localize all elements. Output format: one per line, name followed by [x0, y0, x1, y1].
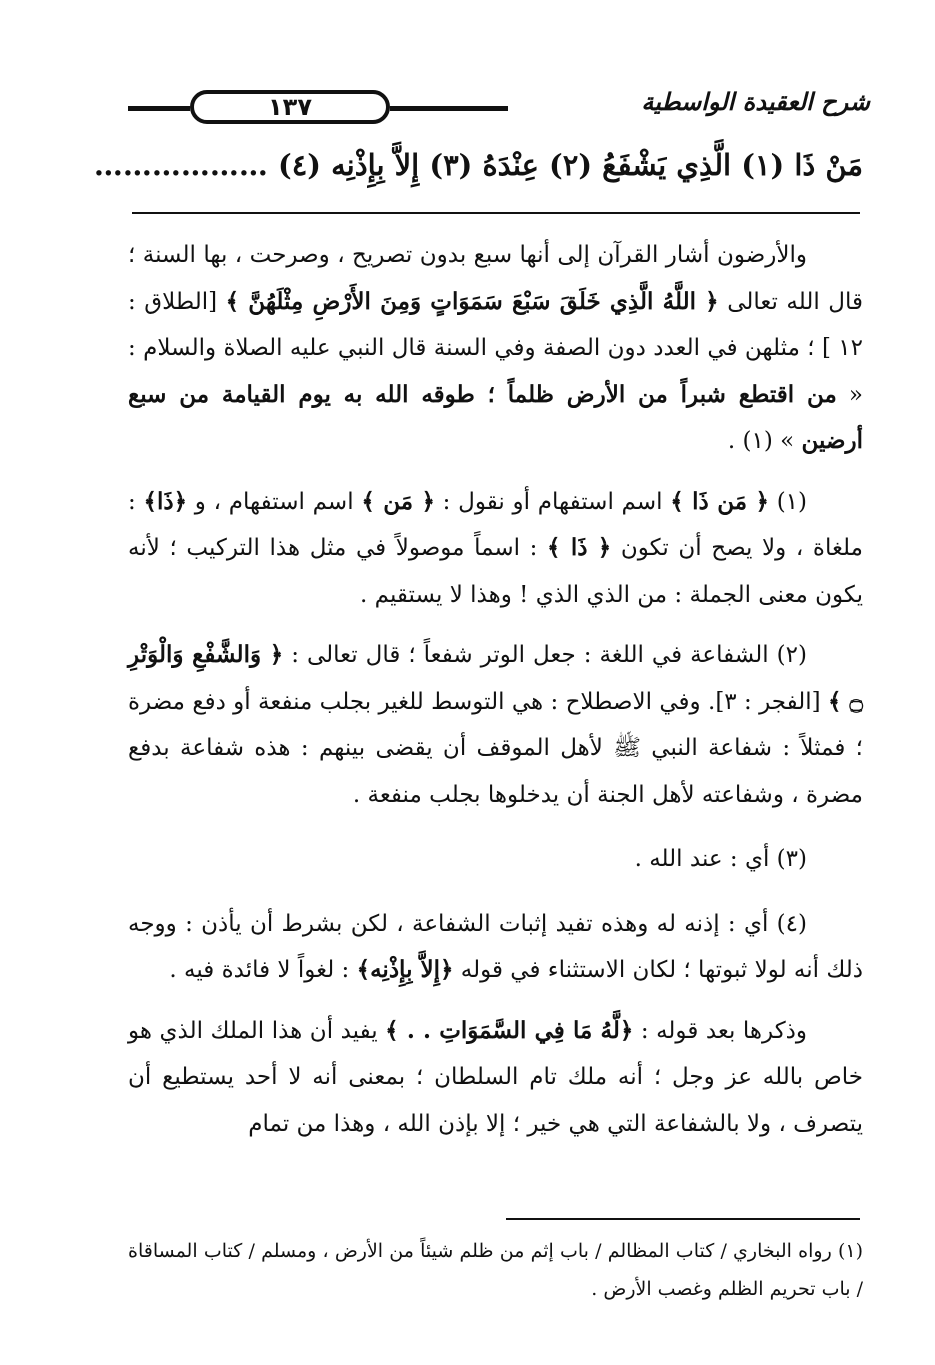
note-1-text-f: : اسماً موصولاً في مثل هذا التركيب ؛ لأنه يكون معنى الجملة : من الذي الذي ! وهذا لا يستقيم . — [128, 535, 863, 608]
p1-text-c: » (١) . — [727, 428, 802, 454]
p1-text-a: والأرضون أشار القرآن إلى أنها سبع بدون تصريح ، وصرحت ، بها السنة ؛ قال الله تعالى — [128, 242, 863, 315]
note-1-text-e: : ملغاة ، ولا يصح أن تكون — [128, 488, 863, 561]
note-2-text-a: (٢) الشفاعة في اللغة : جعل الوتر شفعاً ؛ قال تعالى : — [283, 642, 807, 668]
note-1-term-2: ﴿ مَن ﴾ — [361, 487, 435, 515]
verse-line: مَنْ ذَا (١) الَّذِي يَشْفَعُ (٢) عِنْدَهُ (٣) إِلاَّ بِإِذْنِه (٤) ……………… — [93, 148, 863, 182]
note-1-text-c: اسم استفهام أو نقول : — [434, 488, 671, 515]
note-1-number: (١) — [768, 488, 808, 515]
note-1 — [128, 479, 863, 619]
footnote-divider — [506, 1218, 860, 1220]
note-4-quran-verse: ﴿إِلاَّ بِإِذْنِه﴾ — [356, 956, 454, 983]
note-3: (٣) أي : عند الله . — [634, 846, 807, 872]
p5-text-b: يفيد أن هذا الملك الذي هو خاص بالله عز وجل ؛ أنه ملك تام السلطان ؛ بمعنى أنه لا أحد يستطيع أن يتصرف ، ولا بالشفاعة التي هي خير ؛ إلا بإذن الله ، وهذا من تمام — [128, 1017, 863, 1137]
note-4-text-a: (٤) أي : إذنه له وهذه تفيد إثبات الشفاعة ، لكن بشرط أن يأذن : ووجه ذلك أنه لولا ثبوتها ؛ لكان الاستثناء في قوله — [128, 910, 863, 983]
footnote-1: (١) رواه البخاري / كتاب المظالم / باب إثم من ظلم شيئاً من الأرض ، ومسلم / كتاب المساقاة / باب تحريم الظلم وغصب الأرض . — [128, 1240, 863, 1300]
running-header — [128, 86, 870, 130]
p1-hadith: من اقتطع شبراً من الأرض ظلماً ؛ طوقه الله به يوم القيامة من سبع أرضين — [128, 380, 863, 454]
page-number: ١٣٧ — [190, 90, 390, 124]
footnotes — [128, 1232, 863, 1308]
note-2-text-b: [الفجر : ٣]. وفي الاصطلاح : هي التوسط للغير بجلب منفعة أو دفع مضرة ؛ فمثلاً : شفاعة النبي ﷺ لأهل الموقف أن يقضى بينهم : هذه شفاعة بدفع مضرة ، وشفاعته لأهل الجنة أن يدخلوها بجلب منفعة . — [128, 688, 863, 808]
note-4-text-b: : لغواً لا فائدة فيه . — [169, 957, 357, 983]
note-1-term-3: ﴿ذَا﴾ — [143, 487, 188, 515]
verse-divider — [132, 212, 860, 214]
running-title: شرح العقيدة الواسطية — [641, 88, 870, 116]
header-rule-right — [390, 106, 508, 111]
note-1-term-4: ﴿ ذَا ﴾ — [547, 534, 612, 561]
paragraph-5 — [128, 1008, 863, 1148]
note-2-quran-verse: ﴿ وَالشَّفْعِ وَالْوَتْرِ ۝ ﴾ — [128, 641, 863, 715]
paragraph-1 — [128, 232, 863, 465]
header-rule-left — [128, 106, 190, 111]
note-1-term-1: ﴿ مَن ذَا ﴾ — [670, 487, 769, 515]
p5-text-a: وذكرها بعد قوله : — [633, 1017, 808, 1044]
body-text — [128, 232, 863, 1161]
note-2 — [128, 632, 863, 818]
p5-quran-verse: ﴿لَّهُ مَا فِي السَّمَوَاتِ . . ﴾ — [385, 1016, 634, 1044]
p1-quran-verse: ﴿ اللَّهُ الَّذِي خَلَقَ سَبْعَ سَمَوَاتٍ وَمِنَ الأَرْضِ مِثْلَهُنَّ ﴾ — [225, 287, 719, 315]
note-4 — [128, 901, 863, 994]
note-1-text-d: اسم استفهام ، و — [187, 488, 362, 515]
p1-text-b: [الطلاق : ١٢ ] ؛ مثلهن في العدد دون الصفة وفي السنة قال النبي عليه الصلاة والسلام : « — [128, 288, 863, 408]
